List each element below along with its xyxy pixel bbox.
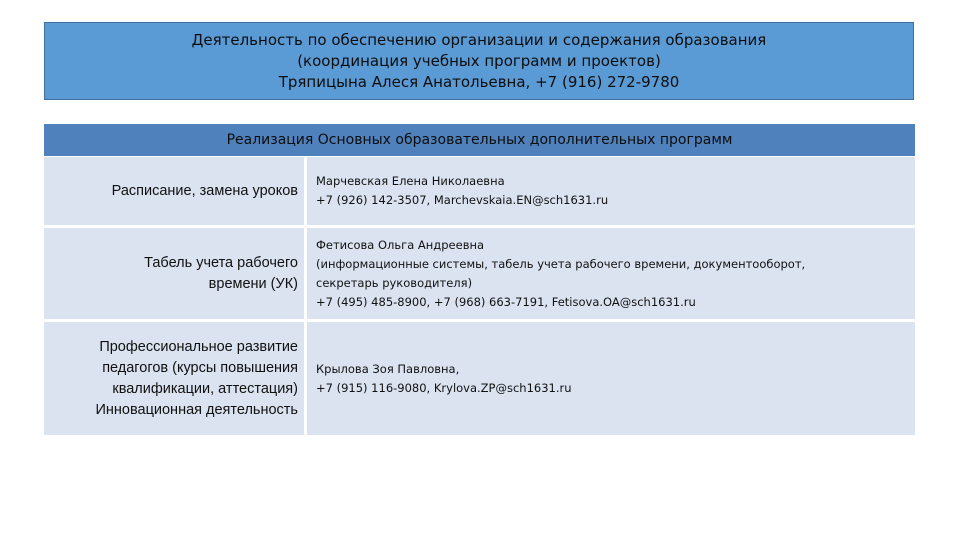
row-label: педагогов (курсы повышения [102, 359, 298, 376]
contact-name: Марчевская Елена Николаевна [316, 174, 505, 188]
contact-info: +7 (926) 142-3507, Marchevskaia.EN@sch1631.ru [316, 193, 609, 207]
header-contact: Тряпицына Алеся Анатольевна, +7 (916) 272-9780 [278, 72, 680, 91]
row-label: Профессиональное развитие [99, 338, 298, 355]
row-label: Табель учета рабочего [144, 254, 298, 271]
contact-role: (информационные системы, табель учета рабочего времени, документооборот, [316, 256, 806, 271]
header-title: Деятельность по обеспечению организации и содержания образования [191, 30, 767, 49]
row-label: времени (УК) [208, 275, 298, 292]
table-row [44, 157, 915, 225]
section-title: Реализация Основных образовательных дополнительных программ [226, 132, 733, 148]
contact-name: Крылова Зоя Павловна, [316, 361, 460, 376]
row-label: Расписание, замена уроков [111, 182, 298, 199]
row-label: квалификации, аттестация) [112, 380, 298, 397]
contact-info: +7 (915) 116-9080, Krylova.ZP@sch1631.ru [316, 380, 572, 395]
contact-info: +7 (495) 485-8900, +7 (968) 663-7191, Fetisova.OA@sch1631.ru [316, 294, 696, 309]
row-label: Инновационная деятельность [95, 401, 298, 418]
header-subtitle: (координация учебных программ и проектов) [297, 51, 661, 70]
contact-name: Фетисова Ольга Андреевна [316, 237, 485, 252]
table-row [44, 322, 915, 435]
row-label-cell [44, 157, 304, 225]
row-label-cell [44, 228, 304, 319]
row-label-cell [44, 322, 304, 435]
header-box [44, 22, 914, 100]
row-detail-cell [307, 322, 915, 435]
table-row [44, 228, 915, 319]
row-detail-cell [307, 157, 915, 225]
section-header [44, 124, 915, 156]
row-detail-cell [307, 228, 915, 319]
contact-role: секретарь руководителя) [316, 275, 473, 290]
